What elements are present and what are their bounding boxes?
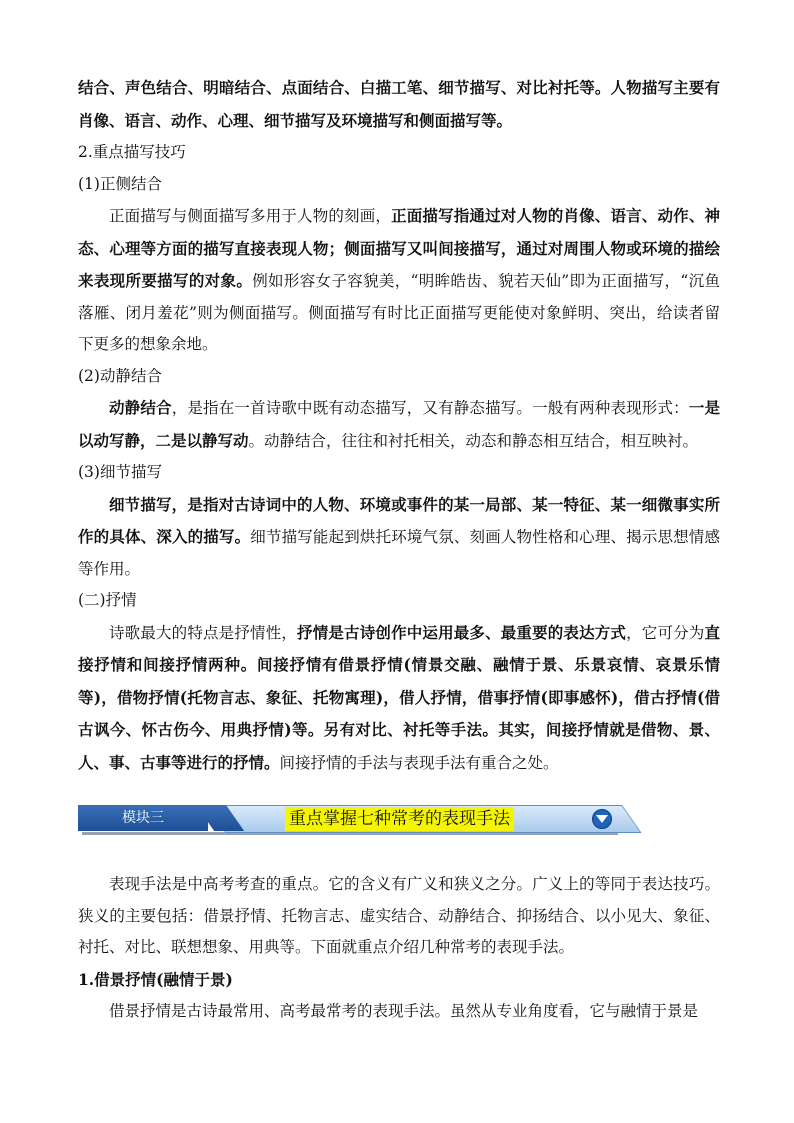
heading-lyricism: (二)抒情 xyxy=(78,591,137,609)
heading-key-techniques: 2.重点描写技巧 xyxy=(78,143,186,161)
module-banner xyxy=(78,805,720,835)
paragraph-motion-stillness: 动静结合，是指在一首诗歌中既有动态描写，又有静态描写。一般有两种表现形式：一是以动写静，二是以静写动。动静结合，往往和衬托相关，动态和静态相互结合，相互映衬。 xyxy=(78,398,720,450)
heading-front-side: (1)正侧结合 xyxy=(78,174,162,193)
paragraph-expression-intro: 表现手法是中高考考查的重点。它的含义有广义和狭义之分。广义上的等同于表达技巧。狭义的主要包括：借景抒情、托物言志、虚实结合、动静结合、抑扬结合、以小见大、象征、衬托、对比、联想想象、用典等。下面就重点介绍几种常考的表现手法。 xyxy=(78,875,720,956)
heading-motion-stillness: (2)动静结合 xyxy=(78,366,162,385)
paragraph-description-types: 结合、声色结合、明暗结合、点面结合、白描工笔、细节描写、对比衬托等。人物描写主要有肖像、语言、动作、心理、细节描写及环境描写和侧面描写等。 xyxy=(78,78,720,130)
paragraph-lyricism: 诗歌最大的特点是抒情性，抒情是古诗创作中运用最多、最重要的表达方式，它可分为直接抒情和间接抒情两种。间接抒情有借景抒情(情景交融、融情于景、乐景哀情、哀景乐情等)，借物抒情(托物言志、象征、托物寓理)，借人抒情，借事抒情(即事感怀)，借古抒情(借古讽今、怀古伤今、用典抒情)等。另有对比、衬托等手法。其实，间接抒情就是借物、景、人、事、古事等进行的抒情。间接抒情的手法与表现手法有重合之处。 xyxy=(78,622,720,772)
paragraph-front-side: 正面描写与侧面描写多用于人物的刻画，正面描写指通过对人物的肖像、语言、动作、神态、心理等方面的描写直接表现人物；侧面描写又叫间接描写，通过对周围人物或环境的描绘来表现所要描写的对象。例如形容女子容貌美，“明眸皓齿、貌若天仙”即为正面描写，“沉鱼落雁、闭月羞花”则为侧面描写。侧面描写有时比正面描写更能使对象鲜明、突出，给读者留下更多的想象余地。 xyxy=(78,206,720,353)
chevron-down-circle-icon[interactable] xyxy=(592,809,612,829)
paragraph-scene-lyric: 借景抒情是古诗最常用、高考最常考的表现手法。虽然从专业角度看，它与融情于景是 xyxy=(109,1002,699,1020)
heading-scene-lyric: 1.借景抒情(融情于景) xyxy=(78,969,233,989)
paragraph-detail: 细节描写，是指对古诗词中的人物、环境或事件的某一局部、某一特征、某一细微事实所作的具体、深入的描写。细节描写能起到烘托环境气氛、刻画人物性格和心理、揭示思想情感等作用。 xyxy=(78,494,720,578)
module-title: 重点掌握七种常考的表现手法 xyxy=(285,807,514,831)
module-label: 模块三 xyxy=(78,805,208,831)
document-page xyxy=(78,72,720,1028)
heading-detail: (3)细节描写 xyxy=(78,463,162,481)
